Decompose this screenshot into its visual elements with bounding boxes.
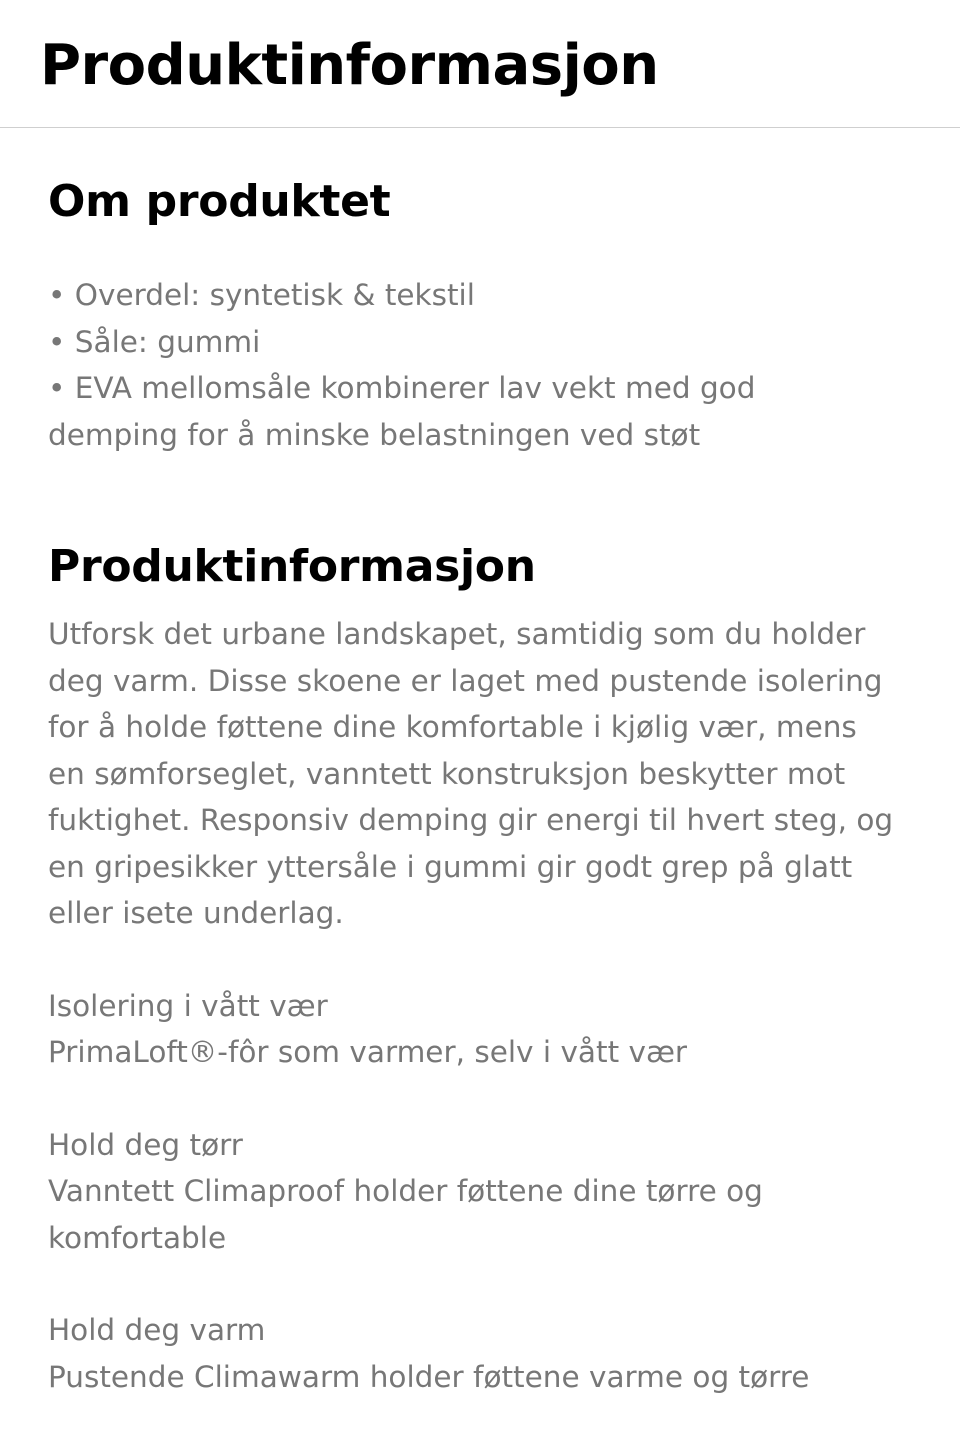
product-content [0, 172, 960, 1400]
feature-text: Pustende Climawarm holder føttene varme og tørre [48, 1359, 810, 1394]
about-section [48, 172, 912, 458]
list-item-continuation: demping for å minske belastningen ved støt [48, 417, 701, 452]
list-item: • Overdel: syntetisk & tekstil [48, 272, 912, 319]
description-line: eller isete underlag. [48, 896, 344, 930]
feature-title: Isolering i vått vær [48, 988, 328, 1023]
description-line: Utforsk det urbane landskapet, samtidig som du holder [48, 617, 866, 651]
about-bullet-list [48, 272, 912, 412]
feature-text: komfortable [48, 1220, 227, 1255]
description-line: en gripesikker yttersåle i gummi gir godt grep på glatt [48, 849, 853, 884]
page-header [0, 0, 960, 128]
feature-text: PrimaLoft®-fôr som varmer, selv i vått vær [48, 1035, 688, 1069]
description-line: deg varm. Disse skoene er laget med pustende isolering [48, 663, 883, 698]
feature-text: Vanntett Climaproof holder føttene dine tørre og [48, 1174, 763, 1208]
feature-stay-warm [48, 1307, 912, 1400]
feature-stay-dry [48, 1122, 912, 1262]
info-heading: Produktinformasjon [48, 541, 536, 592]
feature-insulation [48, 983, 912, 1076]
feature-title: Hold deg varm [48, 1313, 266, 1347]
info-section [48, 537, 912, 1400]
description-line: for å holde føttene dine komfortable i kjølig vær, mens [48, 710, 857, 744]
about-heading: Om produktet [48, 176, 391, 227]
page-title: Produktinformasjon [40, 33, 659, 98]
list-item: • EVA mellomsåle kombinerer lav vekt med god [48, 365, 912, 412]
list-item: • Såle: gummi [48, 319, 912, 366]
feature-title: Hold deg tørr [48, 1127, 243, 1162]
description-line: en sømforseglet, vanntett konstruksjon beskytter mot [48, 756, 846, 791]
product-description [48, 611, 918, 937]
description-line: fuktighet. Responsiv demping gir energi til hvert steg, og [48, 803, 894, 837]
